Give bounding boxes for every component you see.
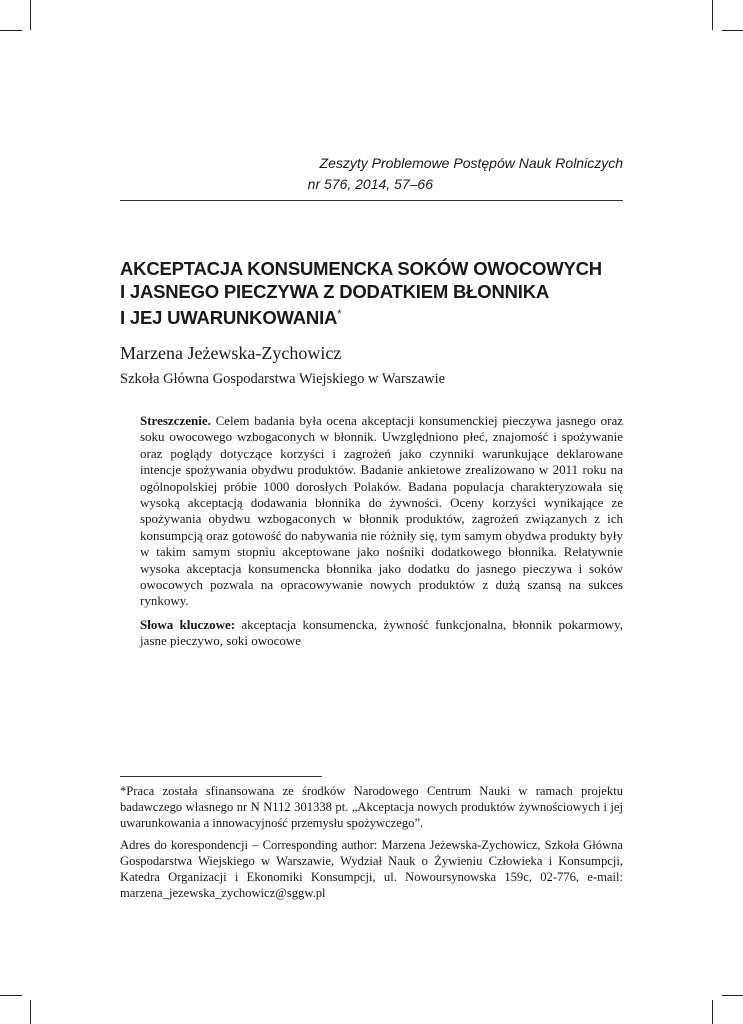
title-line-2: I JASNEGO PIECZYWA Z DODATKIEM BŁONNIKA (120, 281, 550, 302)
keywords-paragraph (140, 617, 623, 650)
crop-mark-bottom-right-v (712, 1000, 713, 1024)
title-footnote-marker: * (337, 308, 342, 320)
correspondence-note: Adres do korespondencji – Corresponding author: Marzena Jeżewska-Zychowicz, Szkoła Główna Gospodarstwa Wiejskiego w Warszawie, Wydział Nauk o Żywieniu Człowieka i Konsumpcji, Katedra Organizacji i Ekonomiki Konsumpcji, ul. Nowoursynowska 159c, 02-776, e-mail: marzena_jezewska_zychowicz@sggw.pl (120, 838, 623, 900)
article-title (120, 257, 640, 329)
crop-mark-top-right-h (722, 30, 743, 31)
crop-mark-top-left-h (0, 30, 22, 31)
crop-mark-bottom-left-v (30, 1000, 31, 1024)
title-line-1: AKCEPTACJA KONSUMENCKA SOKÓW OWOCOWYCH (120, 258, 602, 279)
journal-header (120, 153, 623, 195)
crop-mark-bottom-right-h (722, 995, 743, 996)
journal-issue: nr 576, 2014, 57–66 (307, 176, 433, 192)
footnote-rule (120, 776, 322, 777)
funding-footnote: *Praca została sfinansowana ze środków Narodowego Centrum Nauki w ramach projektu badawczego własnego nr N N112 301338 pt. „Akceptacja nowych produktów żywnościowych i jej uwarunkowania a innowacyjność przemysłu spożywczego”. (120, 784, 623, 830)
keywords-text: akceptacja konsumencka, żywność funkcjonalna, błonnik pokarmowy, jasne pieczywo, soki owocowe (140, 616, 623, 649)
keywords-label: Słowa kluczowe: (140, 616, 236, 632)
abstract-text: Celem badania była ocena akceptacji konsumenckiej pieczywa jasnego oraz soku owocowego wzbogaconych w błonnik. Uwzględniono płeć, znajomość i spożywanie oraz poglądy dotyczące korzyści i zagrożeń jako czynniki warunkujące deklarowane intencje spożywania obydwu produktów. Badanie ankietowe zrealizowano w 2011 roku na ogólnopolskiej próbie 1000 dorosłych Polaków. Badana populacja charakteryzowała się wysoką akceptacją dodawania błonnika do żywności. Oceny korzyści wynikające ze spożywania obydwu wzbogaconych w błonnik produktów, zagrożeń związanych z ich konsumpcją oraz gotowość do nabywania nie różniły się, tym samym obydwa produkty były w takim samym stopniu akceptowane jako nośniki dodatkowego błonnika. Relatywnie wysoka akceptacja konsumencka błonnika jako dodatku do jasnego pieczywa i soków owocowych pozwala na opracowywanie nowych produktów z dużą szansą na sukces rynkowy. (140, 413, 623, 609)
author-affiliation: Szkoła Główna Gospodarstwa Wiejskiego w Warszawie (120, 371, 446, 387)
header-rule (120, 200, 623, 201)
crop-mark-top-right-v (712, 0, 713, 30)
footnotes (120, 783, 623, 901)
abstract (140, 413, 623, 650)
journal-name: Zeszyty Problemowe Postępów Nauk Rolniczych (319, 155, 623, 171)
abstract-paragraph (140, 413, 623, 610)
title-line-3: I JEJ UWARUNKOWANIA (120, 307, 338, 328)
author-name: Marzena Jeżewska-Zychowicz (120, 343, 342, 363)
crop-mark-top-left-v (30, 0, 31, 30)
crop-mark-bottom-left-h (0, 995, 22, 996)
abstract-label: Streszczenie. (140, 413, 211, 428)
